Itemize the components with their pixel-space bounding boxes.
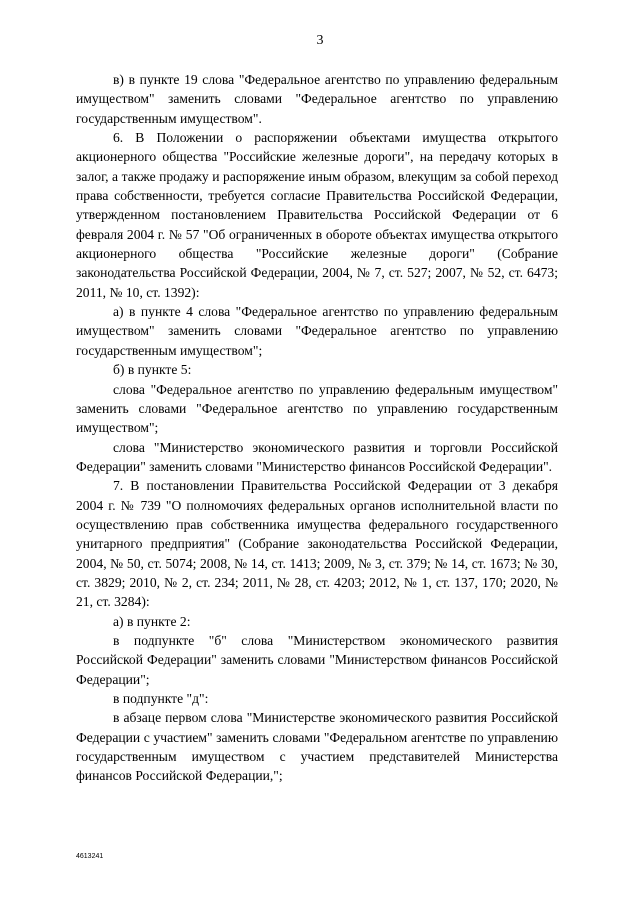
paragraph-7a: а) в пункте 2:: [113, 613, 191, 629]
paragraph-6v: в) в пункте 19 слова "Федеральное агентство по управлению федеральным имуществом" заменить словами "Федеральное агентство по управлению государственным имуществом".: [76, 72, 558, 126]
page-number: 3: [316, 33, 324, 48]
paragraph-7a-d: в подпункте "д":: [113, 691, 209, 706]
paragraph-6b-1: слова "Федеральное агентство по управлению федеральным имуществом" заменить словами "Федеральное агентство по управлению государственным имуществом";: [76, 381, 558, 436]
document-code: 4613241: [76, 853, 104, 860]
paragraph-7a-d-1: в абзаце первом слова "Министерстве экономического развития Российской Федерации с участием" заменить словами "Федеральном агентстве по управлению государственным имуществом с участием представителей Министерства финансов Российской Федерации,";: [76, 710, 558, 784]
paragraph-7: 7. В постановлении Правительства Российской Федерации от 3 декабря 2004 г. № 739 "О полномочиях федеральных органов исполнительной власти по осуществлению прав собственника имущества федерального государственного унитарного предприятия" (Собрание законодательства Российской Федерации, 2004, № 50, ст. 5074; 2008, № 14, ст. 1413; 2009, № 3, ст. 379; № 14, ст. 1673; № 30, ст. 3829; 2010, № 2, ст. 234; 2011, № 28, ст. 4203; 2012, № 1, ст. 137, 170; 2020, № 21, ст. 3284):: [76, 478, 558, 610]
document-body: [76, 70, 558, 786]
paragraph-7a-b: в подпункте "б" слова "Министерством экономического развития Российской Федерации" заменить словами "Министерством финансов Российской Федерации";: [76, 632, 558, 687]
paragraph-6b: б) в пункте 5:: [113, 362, 192, 378]
paragraph-6: 6. В Положении о распоряжении объектами имущества открытого акционерного общества "Российские железные дороги", на передачу которых в залог, а также продажу и распоряжение иным образом, влекущим за собой переход права собственности, требуется согласие Правительства Российской Федерации, утвержденном постановлением Правительства Российской Федерации от 6 февраля 2004 г. № 57 "Об ограниченных в обороте объектах имущества открытого акционерного общества "Российские железные дороги" (Собрание законодательства Российской Федерации, 2004, № 7, ст. 527; 2007, № 52, ст. 6473; 2011, № 10, ст. 1392):: [76, 130, 558, 300]
paragraph-6b-2: слова "Министерство экономического развития и торговли Российской Федерации" заменить словами "Министерство финансов Российской Федерации".: [76, 439, 558, 474]
paragraph-6a: а) в пункте 4 слова "Федеральное агентство по управлению федеральным имуществом" заменить словами "Федеральное агентство по управлению государственным имуществом";: [76, 304, 558, 358]
